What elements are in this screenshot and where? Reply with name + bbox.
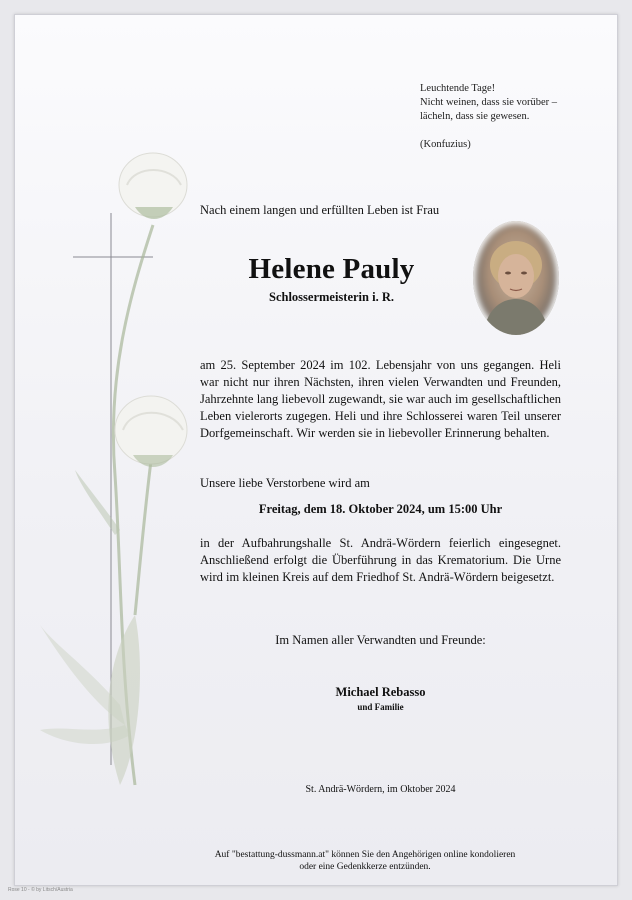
quote-line: Nicht weinen, dass sie vorüber – xyxy=(420,97,558,108)
portrait-photo xyxy=(473,221,559,335)
quote-line: lächeln, dass sie gewesen. xyxy=(420,111,530,122)
signatory-name: Michael Rebasso xyxy=(335,685,426,699)
ceremony-date: Freitag, dem 18. Oktober 2024, um 15:00 Uhr xyxy=(258,502,503,516)
white-rose-illustration xyxy=(35,145,205,845)
quote-line: Leuchtende Tage! xyxy=(420,83,496,94)
footer-line: Auf "bestattung-dussmann.at" können Sie den Angehörigen online kondolieren xyxy=(214,850,516,860)
place-date: St. Andrä-Wördern, im Oktober 2024 xyxy=(305,784,456,795)
ceremony-paragraph: in der Aufbahrungshalle St. Andrä-Wördern feierlich eingesegnet. Anschließend erfolgt die Überführung in das Krematorium. Die Urne wird im kleinen Kreis auf dem Friedhof St. Andrä-Wördern beigesetzt. xyxy=(200,536,561,584)
image-credit: Rose 10 - © by Litsch/Austria xyxy=(8,887,73,893)
closing-text: Im Namen aller Verwandten und Freunde: xyxy=(275,633,486,647)
deceased-title: Schlossermeisterin i. R. xyxy=(269,290,394,304)
quote-block xyxy=(420,82,557,152)
obituary-paragraph: am 25. September 2024 im 102. Lebensjahr von uns gegangen. Heli war nicht nur ihren Nächsten, ihren vielen Verwandten und Freunden, Jahrzehnte lang liebevoll zugewandt, sie war auch im gesellschaftlichen Leben vielerorts zugegen. Heli und ihre Schlosserei waren Teil unserer Dorfgemeinschaft. Wir werden sie in liebevoller Erinnerung behalten. xyxy=(200,358,561,440)
deceased-name: Helene Pauly xyxy=(248,253,415,285)
intro-text: Nach einem langen und erfüllten Leben ist Frau xyxy=(200,203,440,217)
quote-author: (Konfuzius) xyxy=(420,139,471,150)
footer-line: oder eine Gedenkkerze entzünden. xyxy=(299,862,431,872)
obituary-card xyxy=(14,14,618,886)
announcement-text: Unsere liebe Verstorbene wird am xyxy=(200,476,370,490)
footer-note xyxy=(120,849,610,873)
signatory-family: und Familie xyxy=(357,702,404,712)
